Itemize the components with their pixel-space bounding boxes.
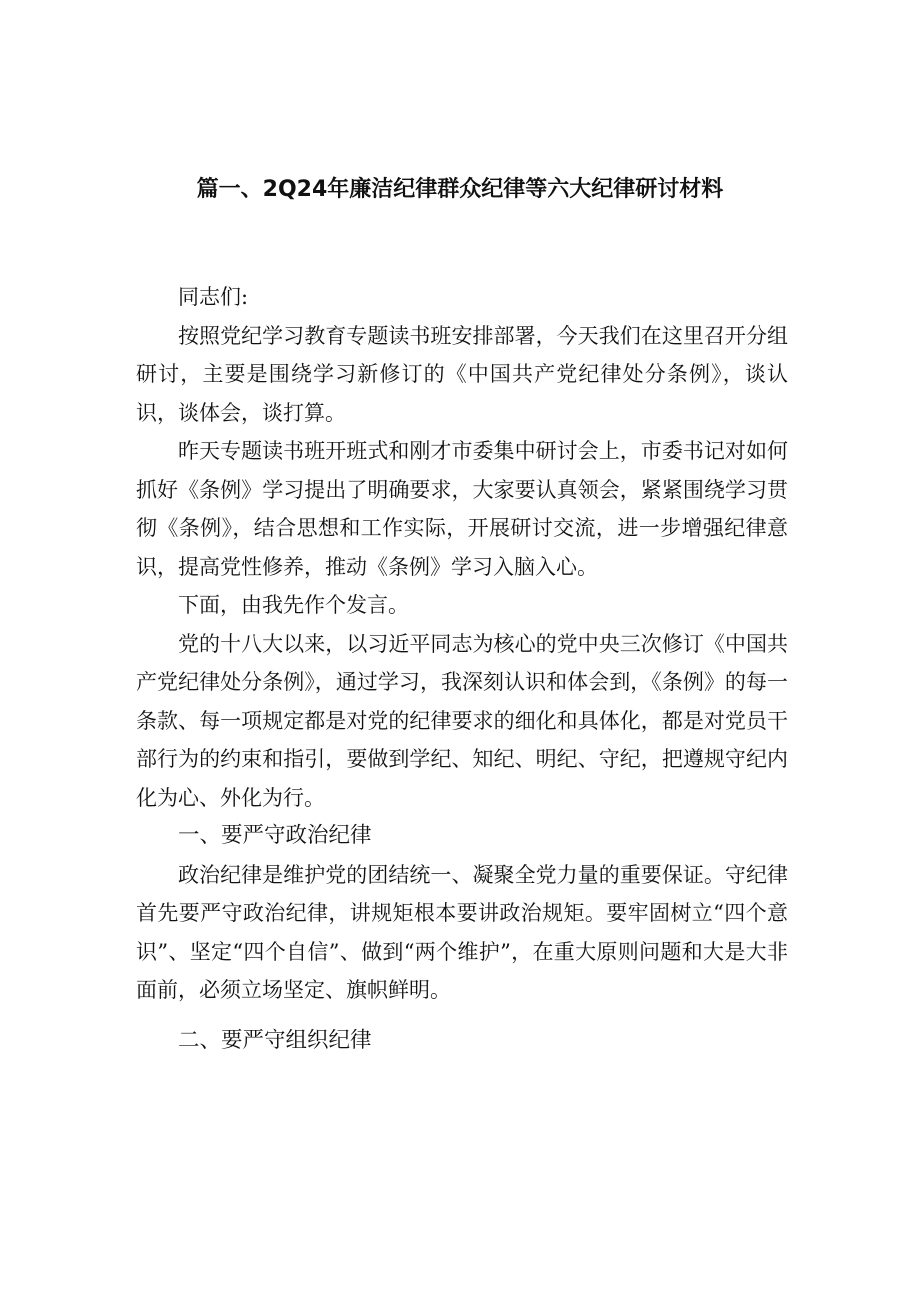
paragraph: 党的十八大以来，以习近平同志为核心的党中央三次修订《中国共产党纪律处分条例》，通过学习，我深刻认识和体会到，《条例》的每一条款、每一项规定都是对党的纪律要求的细化和具体化，都是对党员干部行为的约束和指引，要做到学纪、知纪、明纪、守纪，把遵规守纪内化为心、外化为行。 xyxy=(136,631,788,810)
section-heading-organizational-discipline: 二、要严守组织纪律 xyxy=(178,1027,372,1053)
document-body xyxy=(136,278,788,1060)
paragraph: 下面，由我先作个发言。 xyxy=(178,593,409,617)
salutation: 同志们: xyxy=(178,285,249,309)
section-heading-political-discipline: 一、要严守政治纪律 xyxy=(178,823,372,848)
document-title: 篇一、2Q24年廉洁纪律群众纪律等六大纪律研讨材料 xyxy=(196,177,724,202)
paragraph: 政治纪律是维护党的团结统一、凝聚全党力量的重要保证。守纪律首先要严守政治纪律，讲规矩根本要讲政治规矩。要牢固树立“四个意识”、坚定“四个自信”、做到“两个维护”，在重大原则问题和大是大非面前，必须立场坚定、旗帜鲜明。 xyxy=(136,862,788,1002)
paragraph: 按照党纪学习教育专题读书班安排部署，今天我们在这里召开分组研讨，主要是围绕学习新修订的《中国共产党纪律处分条例》，谈认识，谈体会，谈打算。 xyxy=(136,323,788,425)
paragraph: 昨天专题读书班开班式和刚才市委集中研讨会上，市委书记对如何抓好《条例》学习提出了明确要求，大家要认真领会，紧紧围绕学习贯彻《条例》，结合思想和工作实际，开展研讨交流，进一步增强纪律意识，提高党性修养，推动《条例》学习入脑入心。 xyxy=(136,439,788,579)
